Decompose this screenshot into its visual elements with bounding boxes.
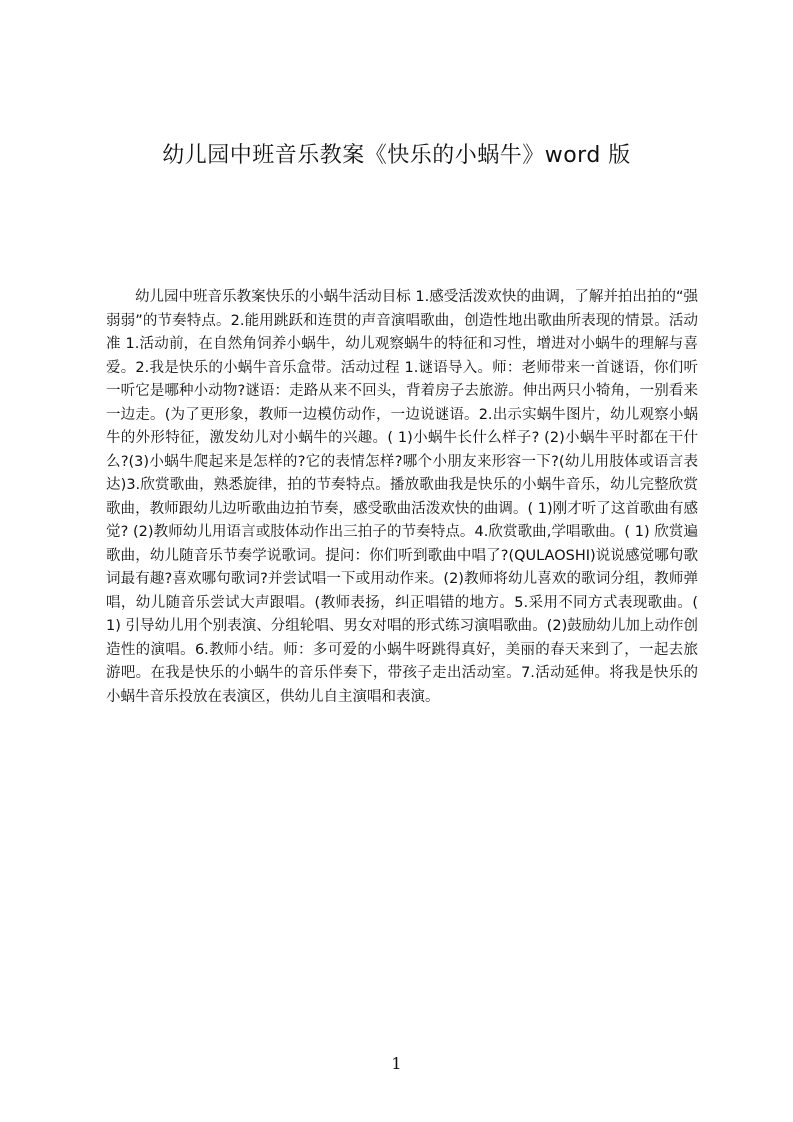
body-paragraph: 幼儿园中班音乐教案快乐的小蜗牛活动目标 1.感受活泼欢快的曲调，了解并拍出拍的“强弱弱”的节奏特点。2.能用跳跃和连贯的声音演唱歌曲，创造性地出歌曲所表现的情景。活动准 1.活动前，在自然角饲养小蜗牛，幼儿观察蜗牛的特征和习性，增进对小蜗牛的理解与喜爱。2.我是快乐的小蜗牛音乐盒带。活动过程 1.谜语导入。师：老师带来一首谜语，你们听一听它是哪种小动物?谜语：走路从来不回头，背着房子去旅游。伸出两只小犄角，一别看来一边走。(为了更形象，教师一边模仿动作，一边说谜语。2.出示实蜗牛图片，幼儿观察小蜗牛的外形特征，激发幼儿对小蜗牛的兴趣。( 1)小蜗牛长什么样子? (2)小蜗牛平时都在干什么?(3)小蜗牛爬起来是怎样的?它的表情怎样?哪个小朋友来形容一下?(幼儿用肢体或语言表达)3.欣赏歌曲，熟悉旋律，拍的节奏特点。播放歌曲我是快乐的小蜗牛音乐，幼儿完整欣赏歌曲，教师跟幼儿边听歌曲边拍节奏，感受歌曲活泼欢快的曲调。( 1)刚才听了这首歌曲有感觉? (2)教师幼儿用语言或肢体动作出三拍子的节奏特点。4.欣赏歌曲,学唱歌曲。( 1) 欣赏遍歌曲，幼儿随音乐节奏学说歌词。提问：你们听到歌曲中唱了?(QULAOSHI)说说感觉哪句歌词最有趣?喜欢哪句歌词?并尝试唱一下或用动作来。(2)教师将幼儿喜欢的歌词分组，教师弹唱，幼儿随音乐尝试大声跟唱。(教师表扬，纠正唱错的地方。5.采用不同方式表现歌曲。( 1) 引导幼儿用个别表演、分组轮唱、男女对唱的形式练习演唱歌曲。(2)鼓励幼儿加上动作创造性的演唱。6.教师小结。师：多可爱的小蜗牛呀跳得真好，美丽的春天来到了，一起去旅游吧。在我是快乐的小蜗牛的音乐伴奏下，带孩子走出活动室。7.活动延伸。将我是快乐的小蜗牛音乐投放在表演区，供幼儿自主演唱和表演。 xyxy=(106,289,698,705)
document-title: 幼儿园中班音乐教案《快乐的小蜗牛》word 版 xyxy=(162,143,631,168)
page-number: 1 xyxy=(391,1054,402,1073)
